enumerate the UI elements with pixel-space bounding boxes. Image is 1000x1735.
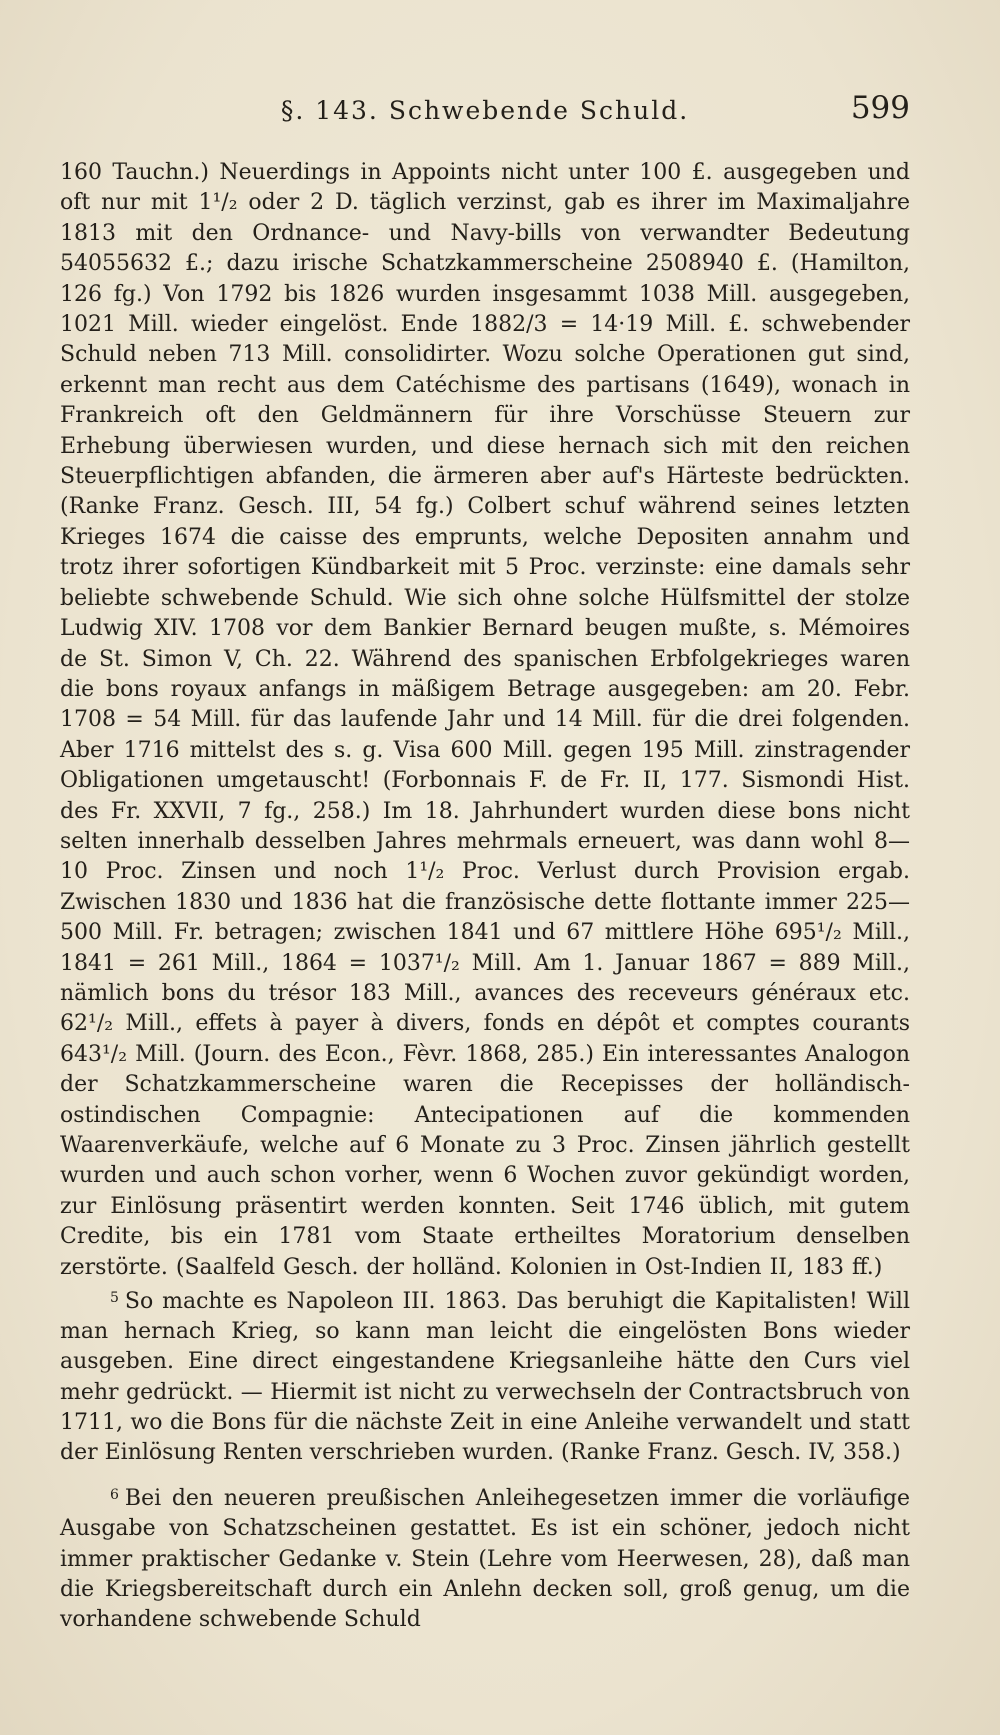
page-number: 599 xyxy=(850,90,910,126)
page-body xyxy=(60,158,910,1635)
footnote-text: So machte es Napoleon III. 1863. Das beruhigt die Kapitalisten! Will man hernach Krieg, so kann man leicht die eingelösten Bons wieder ausgeben. Eine direct eingestandene Kriegsanleihe hätte den Curs viel mehr gedrückt. — Hiermit ist nicht zu verwechseln der Contractsbruch von 1711, wo die Bons für die nächste Zeit in eine Anleihe verwandelt und statt der Einlösung Renten verschrieben wurden. (Ranke Franz. Gesch. IV, 358.) xyxy=(60,1289,910,1466)
footnote-text: Bei den neueren preußischen Anleihegesetzen immer die vorläufige Ausgabe von Schatzscheinen gestattet. Es ist ein schöner, jedoch nicht immer praktischer Gedanke v. Stein (Lehre vom Heerwesen, 28), daß man die Kriegsbereitschaft durch ein Anlehn decken soll, groß genug, um die vorhandene schwebende Schuld xyxy=(60,1486,910,1633)
running-head: §. 143. Schwebende Schuld. xyxy=(280,96,690,125)
main-paragraph: 160 Tauchn.) Neuerdings in Appoints nicht unter 100 £. ausgegeben und oft nur mit 1¹/₂ oder 2 D. täglich verzinst, gab es ihrer im Maximaljahre 1813 mit den Ordnance- und Navy-bills von verwandter Bedeutung 54055632 £.; dazu irische Schatzkammerscheine 2508940 £. (Hamilton, 126 fg.) Von 1792 bis 1826 wurden insgesammt 1038 Mill. ausgegeben, 1021 Mill. wieder eingelöst. Ende 1882/3 = 14·19 Mill. £. schwebender Schuld neben 713 Mill. consolidirter. Wozu solche Operationen gut sind, erkennt man recht aus dem Catéchisme des partisans (1649), wonach in Frankreich oft den Geldmännern für ihre Vorschüsse Steuern zur Erhebung überwiesen wurden, und diese hernach sich mit den reichen Steuerpflichtigen abfanden, die ärmeren aber auf's Härteste bedrückten. (Ranke Franz. Gesch. III, 54 fg.) Colbert schuf während seines letzten Krieges 1674 die caisse des emprunts, welche Depositen annahm und trotz ihrer sofortigen Kündbarkeit mit 5 Proc. verzinste: eine damals sehr beliebte schwebende Schuld. Wie sich ohne solche Hülfsmittel der stolze Ludwig XIV. 1708 vor dem Bankier Bernard beugen mußte, s. Mémoires de St. Simon V, Ch. 22. Während des spanischen Erbfolgekrieges waren die bons royaux anfangs in mäßigem Betrage ausgegeben: am 20. Febr. 1708 = 54 Mill. für das laufende Jahr und 14 Mill. für die drei folgenden. Aber 1716 mittelst des s. g. Visa 600 Mill. gegen 195 Mill. zinstragender Obligationen umgetauscht! (Forbonnais F. de Fr. II, 177. Sismondi Hist. des Fr. XXVII, 7 fg., 258.) Im 18. Jahrhundert wurden diese bons nicht selten innerhalb desselben Jahres mehrmals erneuert, was dann wohl 8—10 Proc. Zinsen und noch 1¹/₂ Proc. Verlust durch Provision ergab. Zwischen 1830 und 1836 hat die französische dette flottante immer 225—500 Mill. Fr. betragen; zwischen 1841 und 67 mittlere Höhe 695¹/₂ Mill., 1841 = 261 Mill., 1864 = 1037¹/₂ Mill. Am 1. Januar 1867 = 889 Mill., nämlich bons du trésor 183 Mill., avances des receveurs généraux etc. 62¹/₂ Mill., effets à payer à divers, fonds en dépôt et comptes courants 643¹/₂ Mill. (Journ. des Econ., Fèvr. 1868, 285.) Ein interessantes Analogon der Schatzkammerscheine waren die Recepisses der holländisch-ostindischen Compagnie: Antecipationen auf die kommenden Waarenverkäufe, welche auf 6 Monate zu 3 Proc. Zinsen jährlich gestellt wurden und auch schon vorher, wenn 6 Wochen zuvor gekündigt worden, zur Einlösung präsentirt werden konnten. Seit 1746 üblich, mit gutem Credite, bis ein 1781 vom Staate ertheiltes Moratorium denselben zerstörte. (Saalfeld Gesch. der holländ. Kolonien in Ost-Indien II, 183 ff.) xyxy=(60,160,910,1280)
footnote-mark: 6 xyxy=(110,1487,119,1504)
footnote-mark: 5 xyxy=(110,1290,119,1307)
footnote-6 xyxy=(60,1480,910,1635)
footnote-5 xyxy=(60,1283,910,1468)
page-header xyxy=(60,90,910,130)
